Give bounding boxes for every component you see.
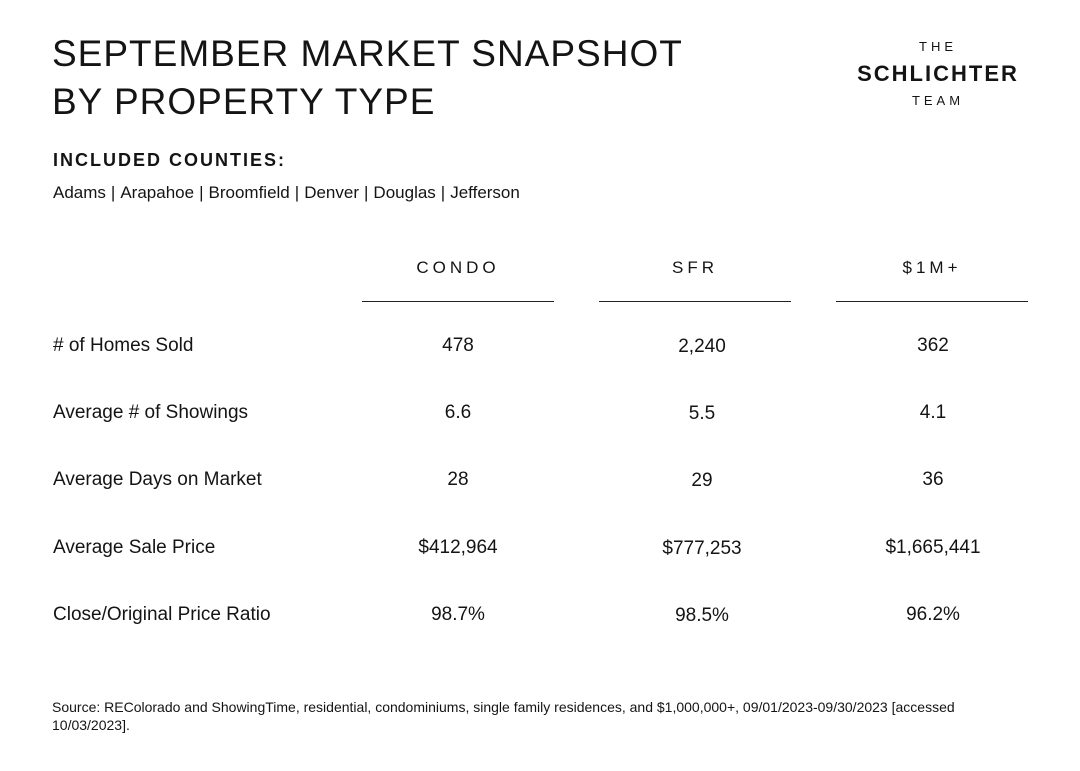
county-separator: | xyxy=(440,183,446,202)
table-cell: $777,253 xyxy=(662,538,742,559)
table-cell: 4.1 xyxy=(919,402,947,423)
table-cell: 98.7% xyxy=(431,604,485,625)
column-divider xyxy=(362,301,554,302)
counties-heading: INCLUDED COUNTIES: xyxy=(53,150,286,170)
logo-bottom-text: TEAM xyxy=(911,93,965,108)
county-item: Douglas xyxy=(373,183,436,202)
county-item: Arapahoe xyxy=(120,183,195,202)
table-cell: 6.6 xyxy=(444,402,472,423)
county-item: Broomfield xyxy=(208,183,290,202)
row-label-average-sale-price: Average Sale Price xyxy=(53,537,216,558)
row-label-price-ratio: Close/Original Price Ratio xyxy=(53,604,271,625)
row-label-days-on-market: Average Days on Market xyxy=(53,469,262,490)
table-cell: 36 xyxy=(922,469,944,490)
table-cell: $1,665,441 xyxy=(885,537,981,558)
county-separator: | xyxy=(364,183,369,202)
column-divider xyxy=(599,301,791,302)
county-separator: | xyxy=(294,183,300,202)
team-logo xyxy=(840,38,1036,110)
county-item: Jefferson xyxy=(450,183,520,202)
county-separator: | xyxy=(199,183,204,202)
column-header-condo: CONDO xyxy=(416,258,500,277)
table-cell: $412,964 xyxy=(418,537,498,558)
column-divider xyxy=(836,301,1028,302)
row-label-average-showings: Average # of Showings xyxy=(53,402,249,423)
table-cell: 96.2% xyxy=(906,604,960,625)
logo-top-text: THE xyxy=(919,39,957,54)
table-cell: 2,240 xyxy=(678,336,726,357)
title-line-2: BY PROPERTY TYPE xyxy=(52,81,436,122)
table-cell: 362 xyxy=(917,335,949,356)
counties-list xyxy=(53,183,520,203)
county-item: Denver xyxy=(304,183,359,202)
table-cell: 98.5% xyxy=(675,605,729,626)
page-title xyxy=(52,30,683,126)
county-item: Adams xyxy=(53,183,106,202)
logo-middle-text: SCHLICHTER xyxy=(857,61,1019,86)
column-header-sfr: SFR xyxy=(672,258,718,277)
table-cell: 29 xyxy=(691,470,713,491)
table-cell: 28 xyxy=(447,469,469,490)
county-separator: | xyxy=(110,183,116,202)
table-cell: 5.5 xyxy=(688,403,716,424)
column-header-1m-plus: $1M+ xyxy=(902,258,962,277)
source-footnote: Source: REColorado and ShowingTime, residential, condominiums, single family residences, and $1,000,000+, 09/01/2023-09/30/2023 [accessed 10/03/2023]. xyxy=(52,699,955,733)
row-label-homes-sold: # of Homes Sold xyxy=(53,335,194,356)
table-cell: 478 xyxy=(442,335,474,356)
title-line-1: SEPTEMBER MARKET SNAPSHOT xyxy=(52,33,683,74)
